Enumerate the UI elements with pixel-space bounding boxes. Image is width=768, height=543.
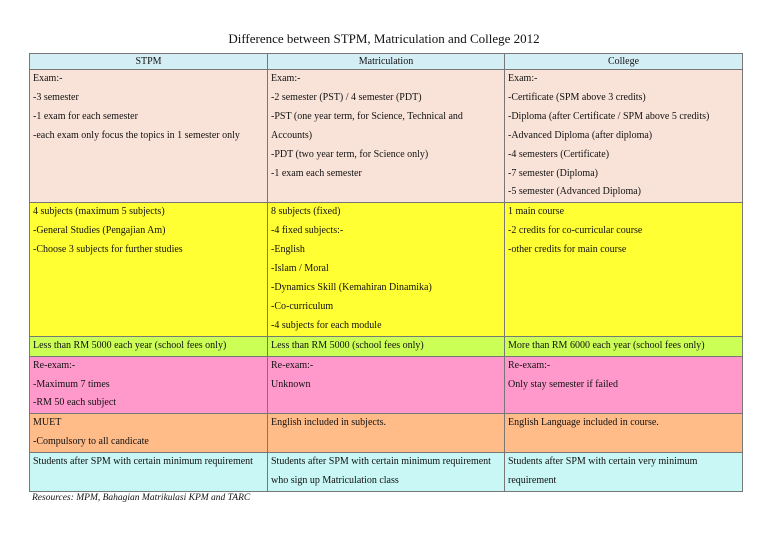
cell-line: Re-exam:- (508, 359, 551, 371)
cell-eligibility-college (505, 453, 743, 492)
cell-line: Re-exam:- (33, 359, 76, 371)
cell-re-exam-matriculation (268, 356, 505, 414)
cell-exam-stpm (30, 70, 268, 203)
cell-line: -Co-curriculum (271, 300, 334, 312)
column-header-college: College (505, 54, 743, 70)
cell-line: 8 subjects (fixed) (271, 206, 341, 218)
cell-line: -English (271, 244, 305, 256)
cell-line: -1 exam each semester (271, 167, 362, 179)
cell-line: Students after SPM with certain minimum requirement (33, 456, 253, 468)
resources-note: Resources: MPM, Bahagian Matrikulasi KPM and TARC (32, 493, 251, 503)
cell-line: -1 exam for each semester (33, 110, 138, 122)
cell-exam-college (505, 70, 743, 203)
cell-english-college (505, 414, 743, 453)
cell-subjects-stpm (30, 203, 268, 336)
cell-line: -other credits for main course (508, 244, 627, 256)
cell-line: -Diploma (after Certificate / SPM above 5 credits) (508, 110, 710, 122)
cell-line: -Maximum 7 times (33, 378, 110, 390)
cell-line: -2 semester (PST) / 4 semester (PDT) (271, 91, 422, 103)
cell-line: -Choose 3 subjects for further studies (33, 244, 183, 256)
cell-english-matriculation (268, 414, 505, 453)
comparison-table (29, 53, 743, 492)
cell-line: Less than RM 5000 (school fees only) (271, 339, 424, 351)
cell-line: Exam:- (33, 73, 63, 84)
cell-line: -PST (one year term, for Science, Technical and Accounts) (271, 110, 463, 141)
column-header-stpm: STPM (30, 54, 268, 70)
cell-line: 1 main course (508, 206, 565, 218)
header-row (30, 54, 743, 70)
cell-line: -Islam / Moral (271, 263, 329, 275)
page-title: Difference between STPM, Matriculation and College 2012 (228, 31, 540, 46)
cell-line: -Certificate (SPM above 3 credits) (508, 91, 646, 103)
cell-eligibility-stpm (30, 453, 268, 492)
cell-line: -General Studies (Pengajian Am) (33, 225, 166, 237)
cell-line: Less than RM 5000 each year (school fees only) (33, 339, 227, 351)
cell-english-stpm (30, 414, 268, 453)
cell-re-exam-college (505, 356, 743, 414)
cell-line: Exam:- (508, 73, 538, 84)
cell-line: English included in subjects. (271, 417, 386, 429)
cell-line: Unknown (271, 378, 311, 390)
cell-fees-college (505, 336, 743, 356)
cell-line: -PDT (two year term, for Science only) (271, 148, 429, 160)
cell-line: More than RM 6000 each year (school fees only) (508, 339, 705, 351)
table-row-eligibility (30, 453, 743, 492)
cell-re-exam-stpm (30, 356, 268, 414)
cell-line: -2 credits for co-curricular course (508, 225, 643, 237)
cell-line: -Compulsory to all candicate (33, 436, 149, 448)
cell-line: -4 fixed subjects:- (271, 225, 344, 237)
cell-line: MUET (33, 417, 62, 429)
table-row-exam (30, 70, 743, 203)
cell-fees-matriculation (268, 336, 505, 356)
table-row-subjects (30, 203, 743, 336)
cell-line: -7 semester (Diploma) (508, 167, 598, 179)
cell-eligibility-matriculation (268, 453, 505, 492)
cell-exam-matriculation (268, 70, 505, 203)
cell-line: -5 semester (Advanced Diploma) (508, 186, 642, 198)
table-body (30, 70, 743, 492)
cell-line: Re-exam:- (271, 359, 314, 371)
cell-line: -4 subjects for each module (271, 319, 382, 331)
cell-line: -each exam only focus the topics in 1 semester only (33, 129, 240, 141)
cell-line: -Dynamics Skill (Kemahiran Dinamika) (271, 281, 432, 293)
cell-line: Students after SPM with certain minimum requirement who sign up Matriculation class (271, 456, 491, 487)
cell-line: Exam:- (271, 73, 301, 84)
cell-line: Students after SPM with certain very minimum requirement (508, 456, 698, 487)
cell-line: -3 semester (33, 91, 79, 103)
cell-fees-stpm (30, 336, 268, 356)
table-row-english (30, 414, 743, 453)
cell-line: Only stay semester if failed (508, 378, 618, 390)
table-row-fees (30, 336, 743, 356)
column-header-matriculation: Matriculation (268, 54, 505, 70)
cell-line: -Advanced Diploma (after diploma) (508, 129, 653, 141)
table-row-re-exam (30, 356, 743, 414)
cell-line: English Language included in course. (508, 417, 659, 429)
cell-line: -4 semesters (Certificate) (508, 148, 610, 160)
cell-line: 4 subjects (maximum 5 subjects) (33, 206, 165, 218)
cell-line: -RM 50 each subject (33, 397, 117, 409)
cell-subjects-college (505, 203, 743, 336)
cell-subjects-matriculation (268, 203, 505, 336)
